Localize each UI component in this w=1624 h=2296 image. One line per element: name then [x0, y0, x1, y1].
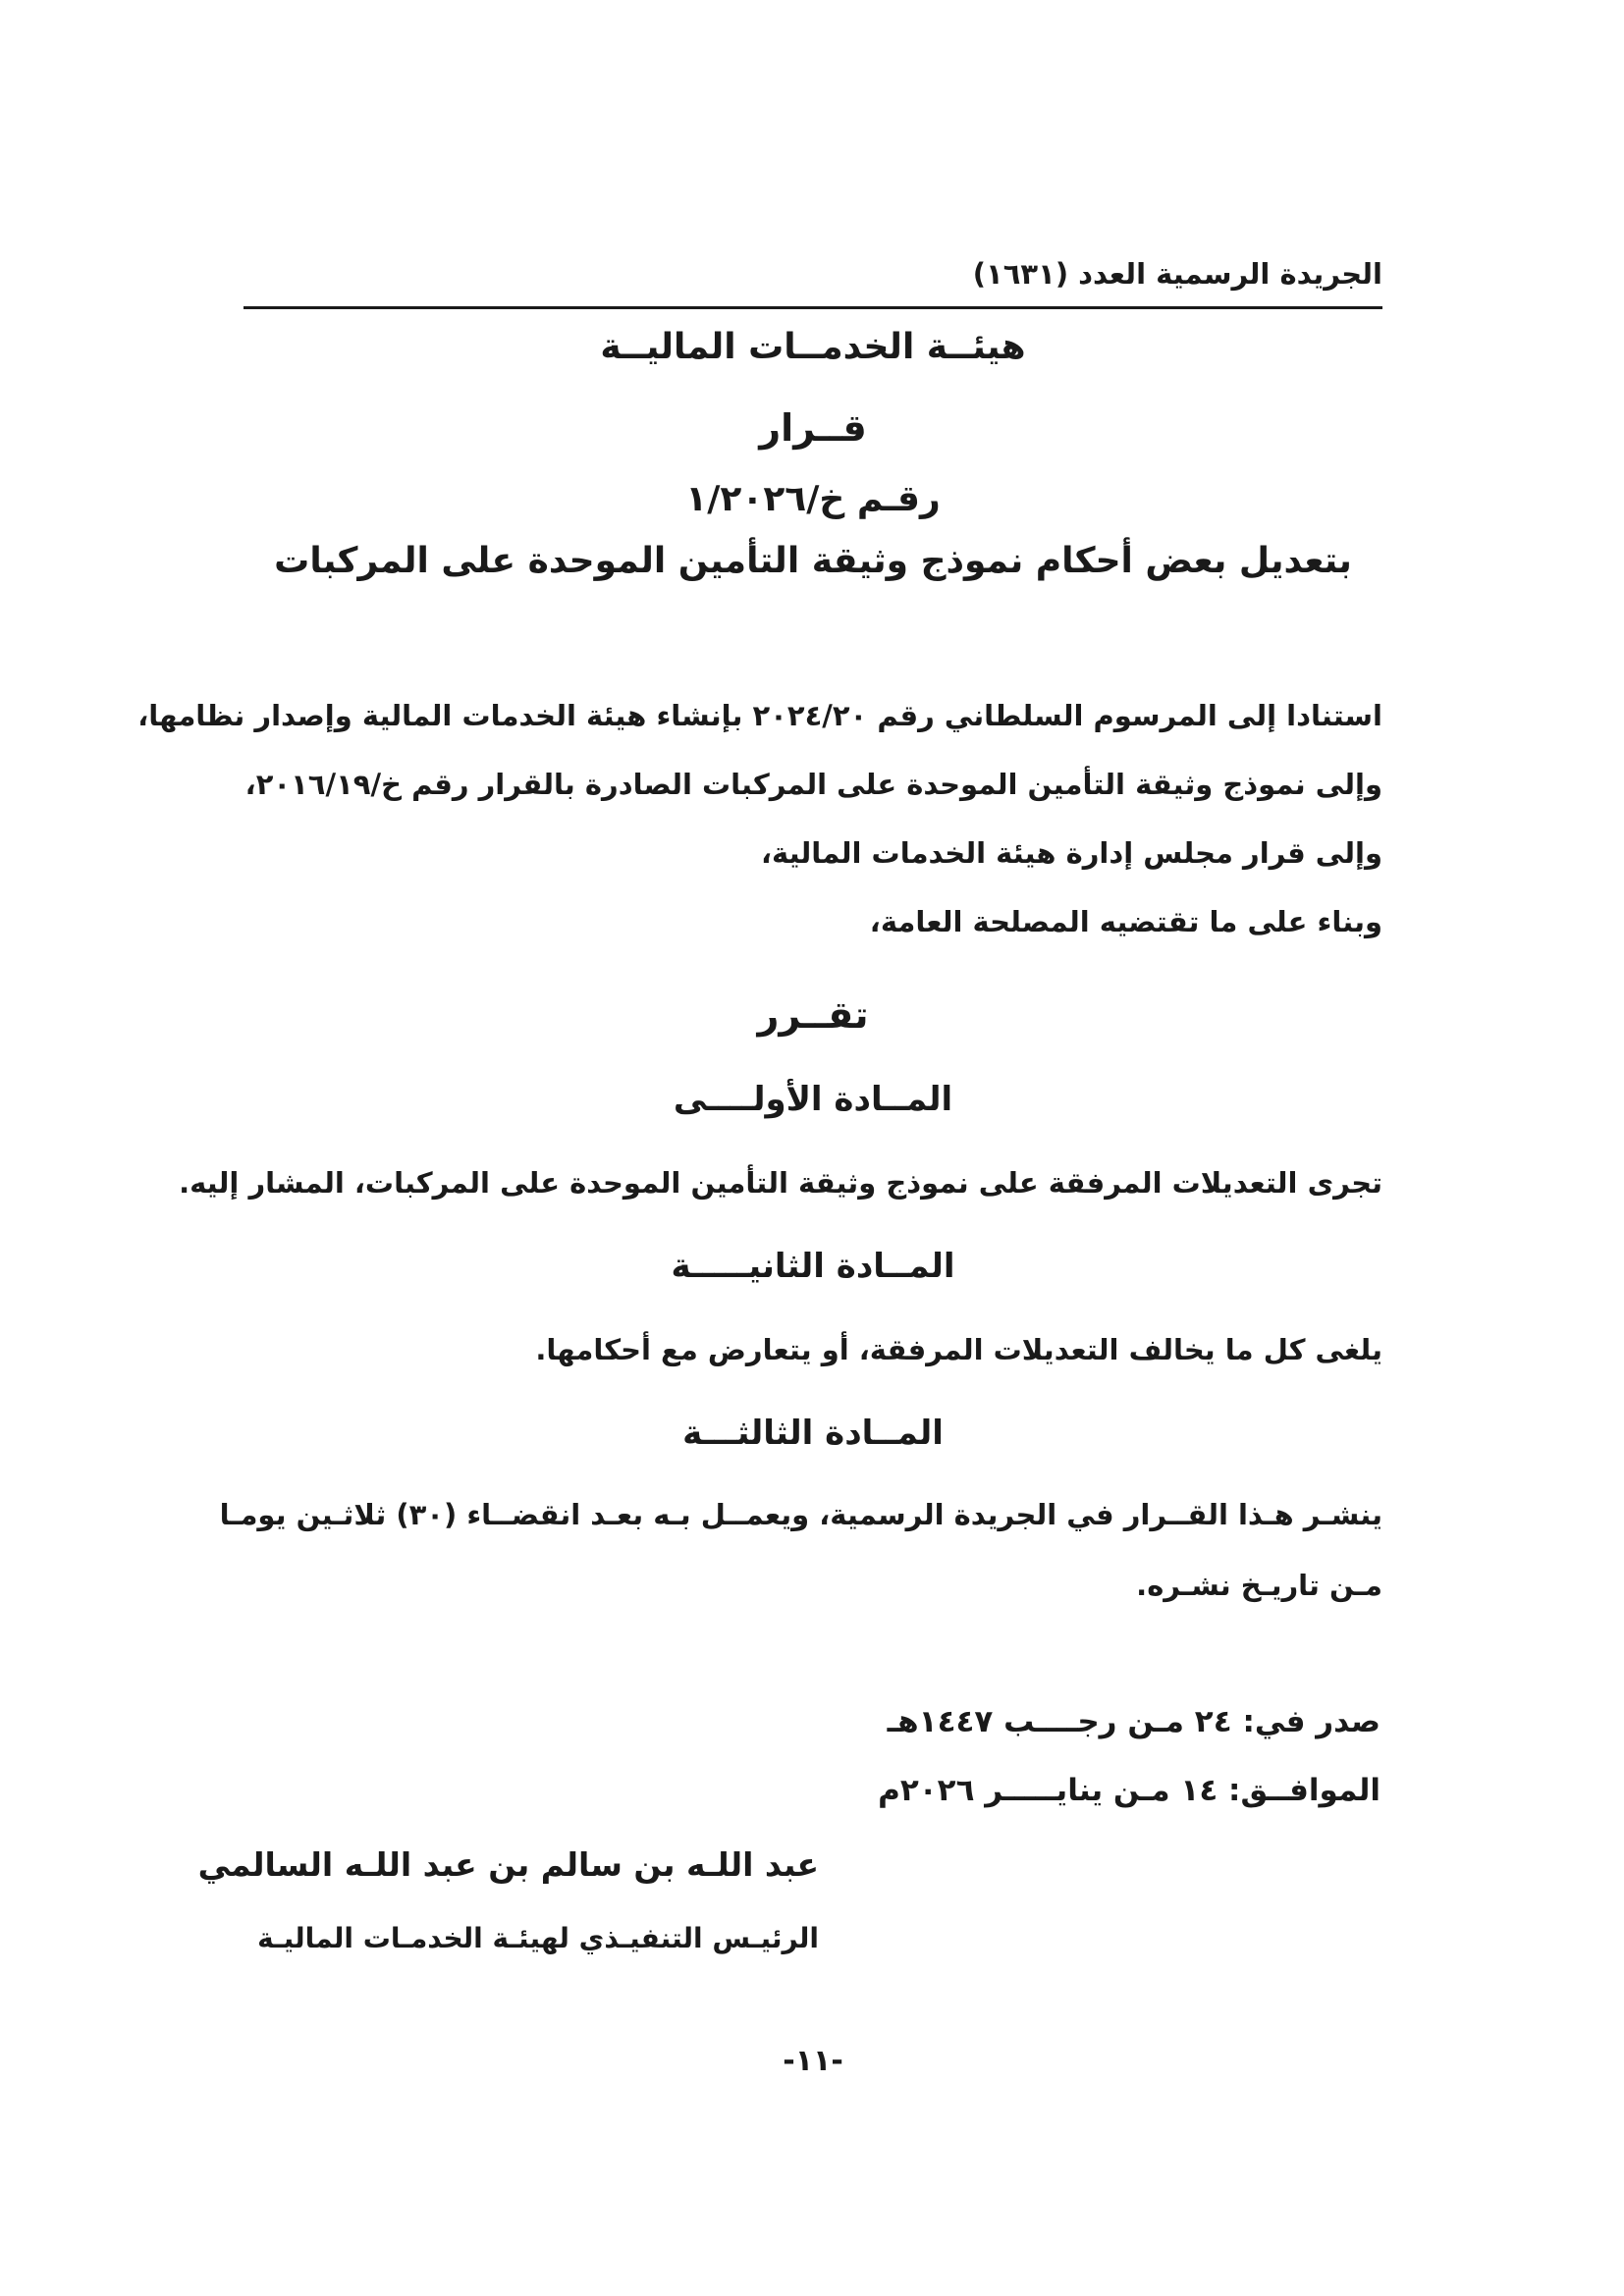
article-3-text-line-2: مـن تاريـخ نشـره. — [1136, 1569, 1382, 1602]
preamble-line: وإلى نموذج وثيقة التأمين الموحدة على المركبات الصادرة بالقرار رقم خ/٢٠١٦/١٩، — [244, 768, 1382, 801]
issued-date-label: صدر في: — [1242, 1704, 1380, 1739]
preamble-line: استنادا إلى المرسوم السلطاني رقم ٢٠٢٤/٢٠ بإنشاء هيئة الخدمات المالية وإصدار نظامها، — [137, 699, 1382, 732]
signatory-title: الرئيـس التنفيـذي لهيئـة الخدمـات الماليـة — [257, 1922, 819, 1954]
preamble-line: وإلى قرار مجلس إدارة هيئة الخدمات المالية، — [760, 836, 1382, 870]
decision-label: قــرار — [759, 406, 867, 450]
corresponding-date — [878, 1773, 1380, 1808]
article-3-text-line-1: ينشـر هـذا القــرار في الجريدة الرسمية، ويعمــل بـه بعـد انقضــاء (٣٠) ثلاثـين يومـا — [219, 1498, 1382, 1531]
signatory-name: عبد اللـه بن سالم بن عبد اللـه السالمي — [197, 1845, 819, 1884]
decision-subject: بتعديل بعض أحكام نموذج وثيقة التأمين الموحدة على المركبات — [274, 541, 1352, 581]
article-1-title: المــادة الأولــــى — [673, 1080, 953, 1119]
resolves-heading: تقــرر — [757, 993, 869, 1037]
article-3-title: المــادة الثالثـــة — [682, 1414, 944, 1453]
page-number: -١١- — [783, 2044, 843, 2078]
article-2-text: يلغى كل ما يخالف التعديلات المرفقة، أو يتعارض مع أحكامها. — [535, 1333, 1382, 1366]
article-1-text: تجرى التعديلات المرفقة على نموذج وثيقة التأمين الموحدة على المركبات، المشار إليه. — [179, 1166, 1382, 1200]
preamble-line: وبناء على ما تقتضيه المصلحة العامة، — [869, 905, 1382, 938]
corresponding-date-label: الموافــق: — [1228, 1773, 1380, 1808]
header-rule — [244, 306, 1382, 309]
article-2-title: المــادة الثانيـــــة — [671, 1247, 955, 1286]
corresponding-date-value: ١٤ مـن ينايـــــر ٢٠٢٦م — [878, 1773, 1218, 1808]
issued-date-value: ٢٤ مـن رجــــب ١٤٤٧هـ — [887, 1704, 1232, 1739]
issued-date — [888, 1704, 1380, 1739]
authority-name: هيئــة الخدمــات الماليــة — [600, 327, 1026, 367]
decision-number: رقـم خ/١/٢٠٢٦ — [685, 479, 941, 519]
running-header: الجريدة الرسمية العدد (١٦٣١) — [972, 257, 1382, 291]
